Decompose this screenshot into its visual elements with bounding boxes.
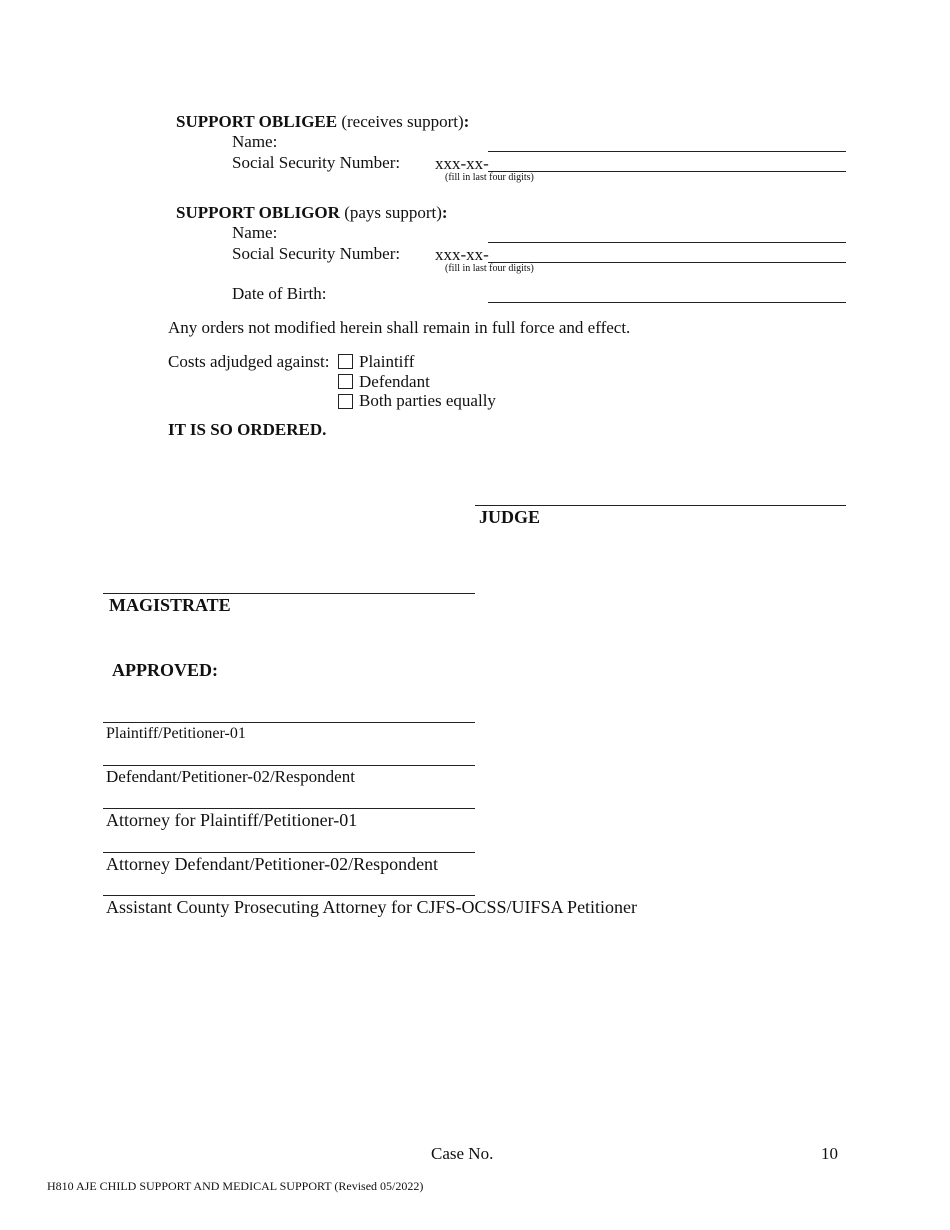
obligee-heading	[176, 112, 469, 132]
obligor-heading-colon: :	[441, 203, 448, 222]
obligor-ssn-label: Social Security Number:	[232, 244, 401, 263]
magistrate-label: MAGISTRATE	[109, 595, 231, 615]
approval-signature-line[interactable]	[103, 765, 475, 766]
obligor-name-field[interactable]	[488, 242, 846, 243]
judge-label: JUDGE	[479, 507, 541, 527]
costs-plaintiff-label: Plaintiff	[359, 352, 415, 371]
obligee-heading-note: (receives support)	[337, 112, 464, 131]
obligee-heading-colon: :	[463, 112, 470, 131]
obligor-ssn-prefix: xxx-xx-	[435, 245, 489, 264]
costs-defendant-checkbox[interactable]	[338, 374, 353, 389]
case-number-label: Case No.	[431, 1144, 494, 1163]
approval-defendant-label: Defendant/Petitioner-02/Respondent	[106, 767, 355, 786]
costs-plaintiff-checkbox[interactable]	[338, 354, 353, 369]
magistrate-signature-line[interactable]	[103, 593, 475, 594]
obligee-ssn-label: Social Security Number:	[232, 153, 401, 172]
costs-both-label: Both parties equally	[359, 391, 496, 410]
obligee-name-field[interactable]	[488, 151, 846, 152]
obligor-heading	[176, 203, 448, 223]
obligor-heading-title: SUPPORT OBLIGOR	[176, 203, 340, 222]
approval-prosecutor-label: Assistant County Prosecuting Attorney for CJFS-OCSS/UIFSA Petitioner	[106, 897, 638, 917]
approval-plaintiff-attorney-label: Attorney for Plaintiff/Petitioner-01	[106, 810, 358, 830]
obligor-dob-label: Date of Birth:	[232, 284, 327, 303]
approval-signature-line[interactable]	[103, 722, 475, 723]
form-identifier: H810 AJE CHILD SUPPORT AND MEDICAL SUPPORT (Revised 05/2022)	[47, 1179, 424, 1193]
obligor-dob-field[interactable]	[488, 302, 846, 303]
approval-signature-line[interactable]	[103, 852, 475, 853]
costs-defendant-label: Defendant	[359, 372, 430, 391]
approval-plaintiff-label: Plaintiff/Petitioner-01	[106, 725, 246, 742]
obligee-ssn-hint: (fill in last four digits)	[445, 172, 534, 183]
page-number: 10	[821, 1144, 838, 1163]
obligee-ssn-field[interactable]	[488, 171, 846, 172]
obligor-ssn-field[interactable]	[488, 262, 846, 263]
approved-label: APPROVED:	[112, 660, 218, 680]
judge-signature-line[interactable]	[475, 505, 846, 506]
approval-signature-line[interactable]	[103, 895, 475, 896]
obligee-name-label: Name:	[232, 132, 278, 151]
costs-label: Costs adjudged against:	[168, 352, 330, 371]
obligee-heading-title: SUPPORT OBLIGEE	[176, 112, 338, 131]
so-ordered: IT IS SO ORDERED.	[168, 420, 327, 439]
obligor-name-label: Name:	[232, 223, 278, 242]
obligee-ssn-prefix: xxx-xx-	[435, 154, 489, 173]
approval-signature-line[interactable]	[103, 808, 475, 809]
approval-defendant-attorney-label: Attorney Defendant/Petitioner-02/Respondent	[106, 854, 439, 874]
orders-text: Any orders not modified herein shall remain in full force and effect.	[168, 318, 631, 337]
obligor-ssn-hint: (fill in last four digits)	[445, 263, 534, 274]
costs-both-checkbox[interactable]	[338, 394, 353, 409]
obligor-heading-note: (pays support)	[339, 203, 442, 222]
